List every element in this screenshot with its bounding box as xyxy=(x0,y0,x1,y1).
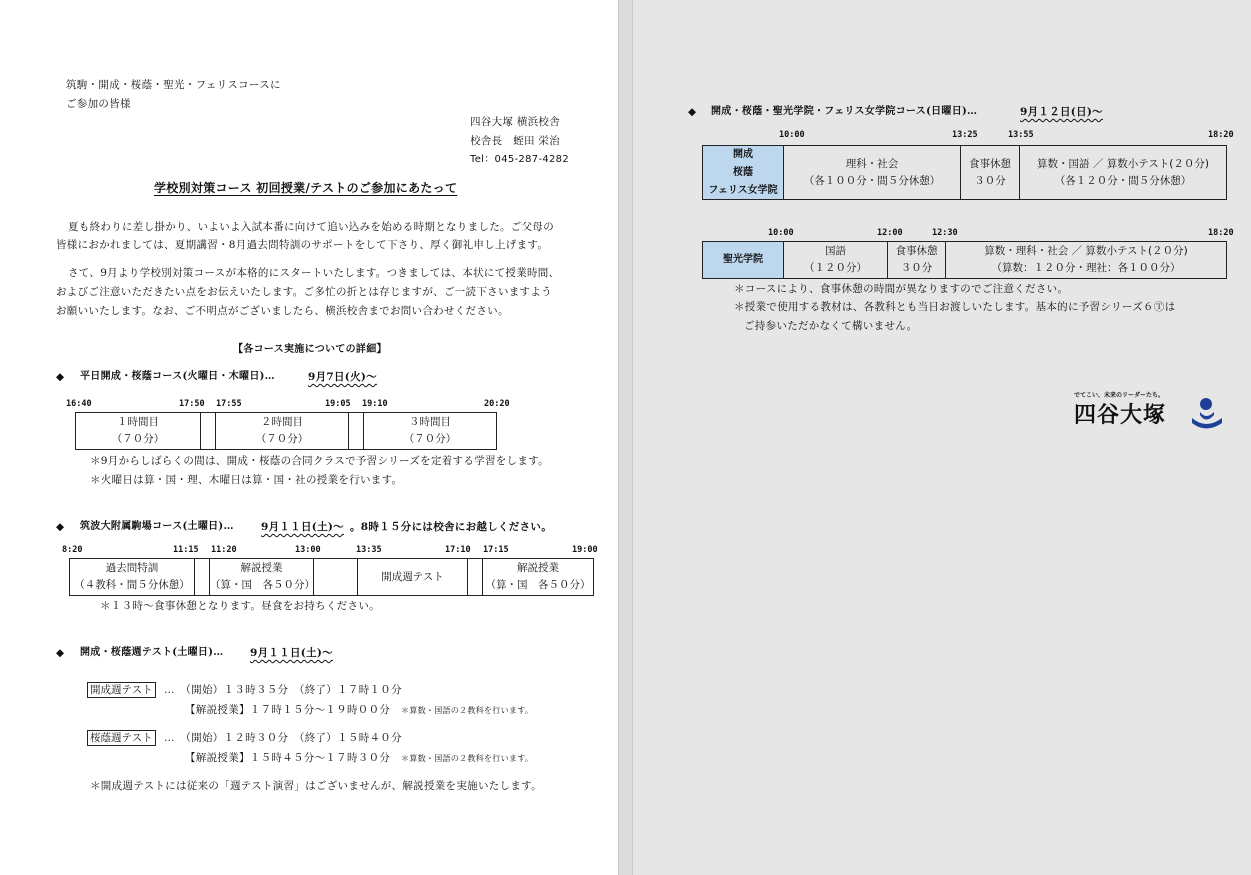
time-label: 12:00 xyxy=(877,228,903,238)
time-label: 11:20 xyxy=(211,545,237,555)
cell-line2: ３０分 xyxy=(900,262,933,274)
time-label: 8:20 xyxy=(62,545,83,555)
kaisei-test-cell xyxy=(357,558,468,596)
ouin-test-time: … （開始）１２時３０分 （終了）１５時４０分 xyxy=(164,732,402,744)
kaisetsu-cell xyxy=(209,558,314,596)
break-cell xyxy=(194,558,210,596)
period-name: １時間目 xyxy=(117,416,159,428)
ouin-test-label: 桜蔭週テスト xyxy=(87,730,156,746)
addressee-line-1: 筑駒・開成・桜蔭・聖光・フェリスコースに xyxy=(66,79,281,91)
principal-name: 校舎長 蛭田 栄治 xyxy=(470,135,561,147)
kaisetsu-cell xyxy=(482,558,594,596)
section3-date: 9月１１日(土)～ xyxy=(250,647,333,659)
kaisei-test-label: 開成週テスト xyxy=(87,682,156,698)
document-page-1 xyxy=(0,0,618,875)
math-japanese-cell xyxy=(1019,145,1227,200)
cell-line2: （各１２０分・間５分休憩） xyxy=(1054,174,1192,187)
section4-bullet: ◆ xyxy=(688,106,697,118)
time-label: 12:30 xyxy=(932,228,958,238)
kakomon-cell xyxy=(69,558,195,596)
time-label: 10:00 xyxy=(768,228,794,238)
cell-line1: 解説授業 xyxy=(240,562,283,574)
cell-line2: （算・国 各５０分） xyxy=(210,579,315,591)
time-label: 11:15 xyxy=(173,545,199,555)
cell-line2: （算数：１２０分・理社：各１００分） xyxy=(991,262,1181,274)
section4-date: 9月１２日(日)～ xyxy=(1020,106,1103,118)
section2-heading: 筑波大附属駒場コース(土曜日)… xyxy=(80,521,234,532)
period-duration: （７０分） xyxy=(403,433,457,445)
section1-bullet: ◆ xyxy=(56,371,65,383)
section2-suffix: 。8時１５分には校舎にお越しください。 xyxy=(350,521,553,533)
para2-line3: お願いいたします。なお、ご不明点がございましたら、横浜校舎までお問い合わせください。 xyxy=(56,305,509,317)
addressee-line-2: ご参加の皆様 xyxy=(66,98,131,110)
cell-line1: 理科・社会 xyxy=(845,157,899,170)
time-label: 13:35 xyxy=(356,545,382,555)
section1-heading: 平日開成・桜蔭コース(火曜日・木曜日)… xyxy=(80,371,275,382)
period-name: ３時間目 xyxy=(409,416,451,428)
cell-line1: 過去問特訓 xyxy=(105,562,159,574)
period-1-cell xyxy=(75,412,201,450)
details-heading: 【各コース実施についての詳細】 xyxy=(233,344,387,355)
school-name: フェリス女学院 xyxy=(708,184,778,196)
cell-line1: 算数・国語 ／ 算数小テスト(２０分) xyxy=(1037,157,1209,170)
para1-line1: 夏も終わりに差し掛かり、いよいよ入試本番に向けて追い込みを始める時期となりました。ご父母の xyxy=(68,221,554,233)
logo-tagline: でてこい、未来のリーダーたち。 xyxy=(1074,392,1165,399)
time-label: 20:20 xyxy=(484,399,510,409)
para2-line1: さて、9月より学校別対策コースが本格的にスタートいたします。つきましては、本状にて授業時間、 xyxy=(68,267,560,279)
ouin-kaisetsu: 【解説授業】１５時４５分～１７時３０分 xyxy=(185,752,391,764)
break-cell xyxy=(467,558,483,596)
japanese-cell xyxy=(783,241,888,279)
time-label: 18:20 xyxy=(1208,228,1234,238)
period-name: ２時間目 xyxy=(261,416,303,428)
lunch-cell xyxy=(313,558,358,596)
section4-note3: ご持参いただかなくて構いません。 xyxy=(744,320,918,332)
time-label: 19:10 xyxy=(362,399,388,409)
school-name: 四谷大塚 横浜校舎 xyxy=(470,116,561,128)
time-label: 17:15 xyxy=(483,545,509,555)
telephone: Tel：045-287-4282 xyxy=(470,154,569,165)
cell-line2: （各１００分・間５分休憩） xyxy=(803,174,941,187)
time-label: 13:00 xyxy=(295,545,321,555)
cell-line1: 食事休憩 xyxy=(969,157,1011,170)
section2-bullet: ◆ xyxy=(56,521,65,533)
page-gutter xyxy=(618,0,633,875)
cell-line2: （１２０分） xyxy=(804,262,867,274)
time-label: 17:50 xyxy=(179,399,205,409)
period-2-cell xyxy=(215,412,349,450)
kaisei-test-time: … （開始）１３時３５分 （終了）１７時１０分 xyxy=(164,684,402,696)
para1-line2: 皆様におかれましては、夏期講習・8月過去問特訓のサポートをして下さり、厚く御礼申し上げます。 xyxy=(56,239,549,251)
time-label: 18:20 xyxy=(1208,130,1234,140)
break-cell xyxy=(348,412,364,450)
time-label: 13:55 xyxy=(1008,130,1034,140)
section2-date: 9月１１日(土)～ xyxy=(261,521,344,533)
school-name: 桜蔭 xyxy=(733,166,753,178)
para2-line2: およびご注意いただきたい点をお伝えいたします。ご多忙の折とは存じますが、ご一読下さいますよう xyxy=(56,286,552,298)
school-name: 聖光学院 xyxy=(723,254,763,265)
section4-heading: 開成・桜蔭・聖光学院・フェリス女学院コース(日曜日)… xyxy=(711,106,978,117)
lunch-cell xyxy=(887,241,946,279)
period-3-cell xyxy=(363,412,497,450)
document-title: 学校別対策コース 初回授業/テストのご参加にあたって xyxy=(154,181,458,195)
kaisei-small-note: ＊算数・国語の２教科を行います。 xyxy=(401,706,534,715)
time-label: 17:55 xyxy=(216,399,242,409)
cell-line1: 食事休憩 xyxy=(895,245,938,257)
cell-line1: 解説授業 xyxy=(517,562,559,574)
section1-note2: ＊火曜日は算・国・理、木曜日は算・国・社の授業を行います。 xyxy=(90,474,403,486)
kaisei-kaisetsu: 【解説授業】１７時１５分～１９時００分 xyxy=(185,704,391,716)
time-label: 16:40 xyxy=(66,399,92,409)
time-label: 17:10 xyxy=(445,545,471,555)
school-name: 開成 xyxy=(733,148,753,160)
lunch-cell xyxy=(960,145,1020,200)
ouin-small-note: ＊算数・国語の２教科を行います。 xyxy=(401,754,534,763)
cell-line1: 開成週テスト xyxy=(381,570,444,583)
science-social-cell xyxy=(783,145,961,200)
time-label: 19:05 xyxy=(325,399,351,409)
cell-line1: 算数・理科・社会 ／ 算数小テスト(２０分) xyxy=(984,245,1188,257)
cell-line1: 国語 xyxy=(825,245,846,257)
period-duration: （７０分） xyxy=(255,433,309,445)
time-label: 19:00 xyxy=(572,545,598,555)
time-label: 10:00 xyxy=(779,130,805,140)
seiko-cell xyxy=(702,241,784,279)
yotsuya-otsuka-logo xyxy=(1074,390,1226,432)
section1-date: 9月7日(火)～ xyxy=(308,371,377,383)
time-label: 13:25 xyxy=(952,130,978,140)
school-group-cell xyxy=(702,145,784,200)
period-duration: （７０分） xyxy=(111,433,165,445)
logo-mark-icon xyxy=(1188,396,1226,430)
break-cell xyxy=(200,412,216,450)
cell-line2: （４教科・間５分休憩） xyxy=(74,579,190,591)
logo-name: 四谷大塚 xyxy=(1074,403,1167,428)
cell-line2: （算・国 各５０分） xyxy=(485,579,591,591)
section3-heading: 開成・桜蔭週テスト(土曜日)… xyxy=(80,647,224,658)
section1-note1: ＊9月からしばらくの間は、開成・桜蔭の合同クラスで予習シリーズを定着する学習をします。 xyxy=(90,455,549,467)
section3-bullet: ◆ xyxy=(56,647,65,659)
math-science-social-cell xyxy=(945,241,1227,279)
section4-note2: ＊授業で使用する教材は、各教科とも当日お渡しいたします。基本的に予習シリーズ６Ⓣは xyxy=(734,301,1176,313)
section3-note: ＊開成週テストには従来の「週テスト演習」はございませんが、解説授業を実施いたします。 xyxy=(90,780,542,792)
section2-note: ＊１３時～食事休憩となります。昼食をお持ちください。 xyxy=(100,600,380,612)
section4-note1: ＊コースにより、食事休憩の時間が異なりますのでご注意ください。 xyxy=(734,283,1069,295)
cell-line2: ３０分 xyxy=(974,174,1006,187)
